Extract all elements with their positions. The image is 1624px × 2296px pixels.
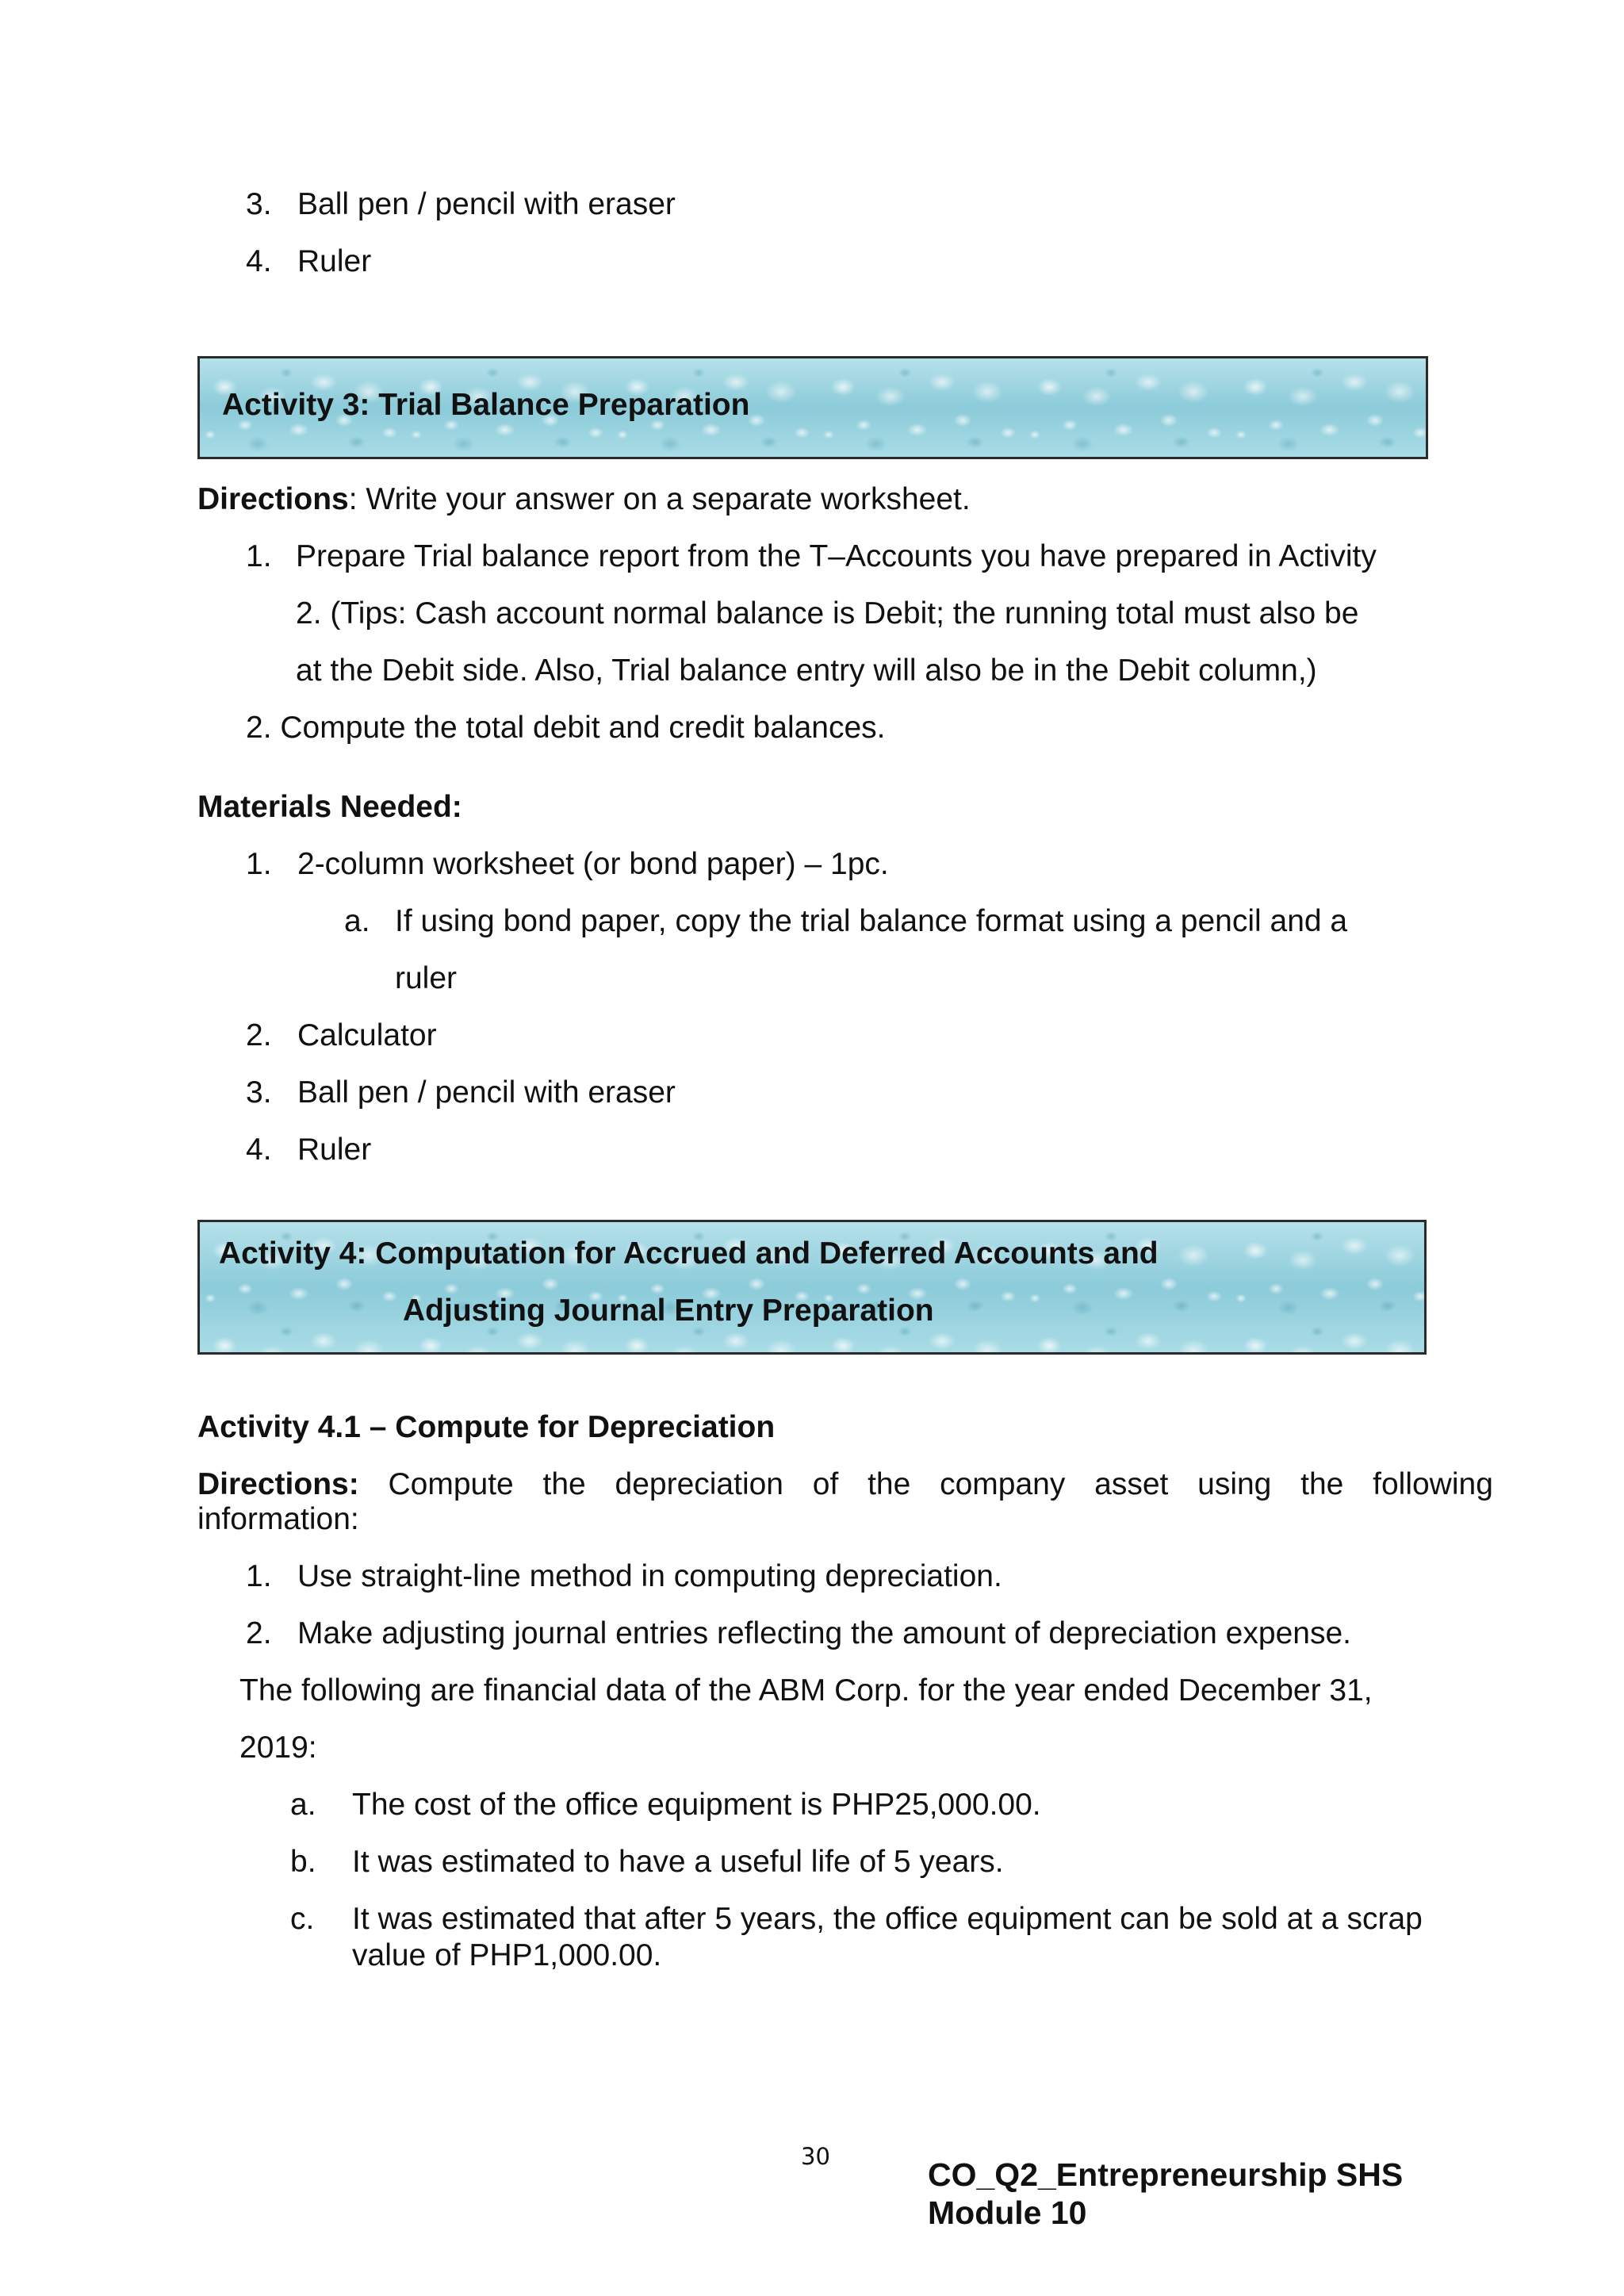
step-number: 1. [246, 1559, 272, 1593]
fact-letter: a. [290, 1788, 316, 1822]
page-number: 30 [801, 2143, 830, 2170]
directions-text: : Write your answer on a separate worksheet. [348, 482, 971, 516]
activity-3-item-2: 2. Compute the total debit and credit balances. [246, 711, 886, 745]
module-code-line-1: CO_Q2_Entrepreneurship SHS [928, 2156, 1404, 2193]
materials-sub-item-line-1: If using bond paper, copy the trial balance format using a pencil and a [395, 904, 1348, 938]
materials-item-number: 2. [246, 1018, 272, 1052]
fact-letter: c. [290, 1902, 315, 1936]
activity-4-title-line-1: Activity 4: Computation for Accrued and Deferred Accounts and [219, 1236, 1159, 1271]
activity-3-item-1-line-2: 2. (Tips: Cash account normal balance is Debit; the running total must also be [296, 596, 1359, 631]
step-number: 2. [246, 1616, 272, 1650]
activity-3-item-1-number: 1. [246, 539, 272, 573]
list-item [246, 189, 272, 220]
materials-sub-item-number: a. [344, 904, 370, 938]
financial-data-intro-line-1: The following are financial data of the ABM Corp. for the year ended December 31, [239, 1673, 1373, 1708]
materials-heading: Materials Needed: [197, 790, 462, 824]
activity-4-1-heading: Activity 4.1 – Compute for Depreciation [197, 1410, 776, 1444]
activity-3-title: Activity 3: Trial Balance Preparation [222, 388, 750, 422]
directions-word: the [1300, 1467, 1344, 1501]
directions-word: the [542, 1467, 586, 1501]
materials-item-number: 1. [246, 847, 272, 881]
materials-item-text: 2-column worksheet (or bond paper) – 1pc. [297, 847, 889, 881]
fact-text: It was estimated that after 5 years, the office equipment can be sold at a scrap [352, 1902, 1423, 1936]
fact-text: The cost of the office equipment is PHP25,000.00. [352, 1788, 1041, 1822]
list-item-number: 4. [246, 244, 272, 278]
directions-word: following [1373, 1467, 1493, 1501]
fact-letter: b. [290, 1845, 316, 1879]
list-item-number: 3. [246, 187, 272, 221]
directions-word: of [812, 1467, 839, 1501]
module-code-line-2: Module 10 [928, 2194, 1087, 2231]
directions-word: depreciation [615, 1467, 783, 1501]
activity-4-1-directions-line-2: information: [197, 1502, 359, 1536]
financial-data-intro-line-2: 2019: [239, 1731, 317, 1765]
materials-item-text: Ruler [297, 1133, 372, 1167]
materials-item-text: Calculator [297, 1018, 437, 1052]
activity-3-directions [197, 484, 971, 515]
materials-item-text: Ball pen / pencil with eraser [297, 1075, 676, 1110]
step-text: Make adjusting journal entries reflecting the amount of depreciation expense. [297, 1616, 1351, 1650]
directions-label: Directions: [197, 1467, 359, 1501]
directions-word: Compute [388, 1467, 514, 1501]
materials-item-number: 4. [246, 1133, 272, 1167]
activity-3-item-1-line-3: at the Debit side. Also, Trial balance entry will also be in the Debit column,) [296, 654, 1317, 688]
directions-label: Directions [197, 482, 349, 516]
activity-3-banner [197, 356, 1428, 459]
list-item-text: Ruler [297, 244, 372, 278]
activity-3-item-1-line-1: Prepare Trial balance report from the T–Accounts you have prepared in Activity [296, 539, 1377, 573]
directions-word: company [940, 1467, 1066, 1501]
materials-item-number: 3. [246, 1075, 272, 1110]
materials-sub-item-line-2: ruler [395, 961, 458, 995]
activity-4-title-line-2: Adjusting Journal Entry Preparation [403, 1294, 934, 1328]
step-text: Use straight-line method in computing depreciation. [297, 1559, 1002, 1593]
fact-text: It was estimated to have a useful life of 5 years. [352, 1845, 1004, 1879]
list-item-text: Ball pen / pencil with eraser [297, 187, 676, 221]
directions-word: the [868, 1467, 911, 1501]
activity-4-1-directions-line-1 [197, 1469, 1493, 1500]
directions-word: using [1197, 1467, 1272, 1501]
list-item [246, 246, 272, 277]
activity-4-banner [197, 1220, 1427, 1355]
fact-text-continuation: value of PHP1,000.00. [352, 1938, 662, 1972]
directions-word: asset [1094, 1467, 1169, 1501]
